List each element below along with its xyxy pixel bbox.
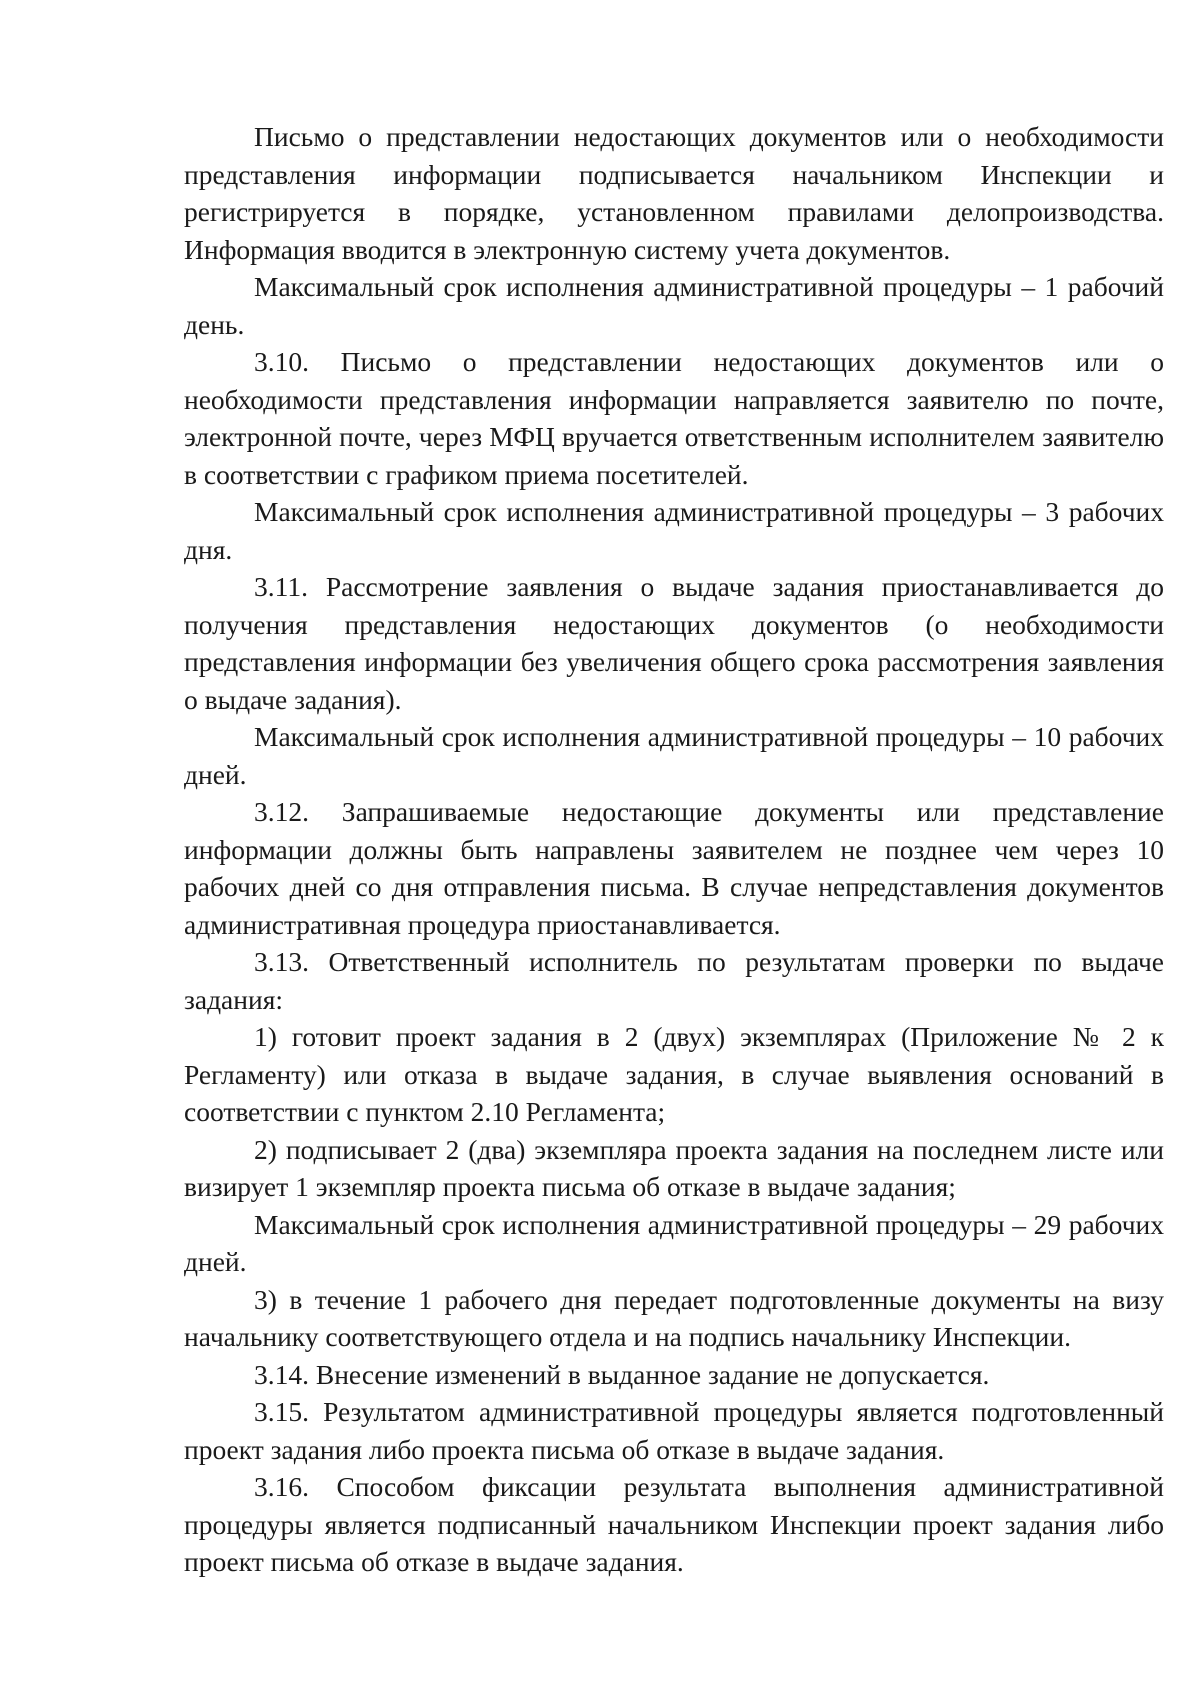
paragraph-3-16: 3.16. Способом фиксации результата выполнения административной процедуры является подписанный начальником Инспекции проект задания либо проект письма об отказе в выдаче задания. xyxy=(184,1471,1164,1577)
paragraph-3-13: 3.13. Ответственный исполнитель по результатам проверки по выдаче задания: xyxy=(184,946,1164,1015)
paragraph-deadline-1-day: Максимальный срок исполнения административной процедуры – 1 рабочий день. xyxy=(184,271,1164,340)
paragraph-letter-signing: Письмо о представлении недостающих документов или о необходимости представления информации подписывается начальником Инспекции и регистрируется в порядке, установленном правилами делопроизводства. Информация вводится в электронную систему учета документов. xyxy=(184,121,1164,265)
paragraph-3-10: 3.10. Письмо о представлении недостающих документов или о необходимости представления информации направляется заявителю по почте, электронной почте, через МФЦ вручается ответственным исполнителем заявителю в соответствии с графиком приема посетителей. xyxy=(184,346,1164,490)
paragraph-deadline-29-days: Максимальный срок исполнения административной процедуры – 29 рабочих дней. xyxy=(184,1208,1164,1277)
paragraph-item-3: 3) в течение 1 рабочего дня передает подготовленные документы на визу начальнику соответствующего отдела и на подпись начальнику Инспекции. xyxy=(184,1283,1164,1352)
paragraph-3-12: 3.12. Запрашиваемые недостающие документы или представление информации должны быть направлены заявителем не позднее чем через 10 рабочих дней со дня отправления письма. В случае непредставления документов административная процедура приостанавливается. xyxy=(184,796,1164,940)
paragraph-3-14: 3.14. Внесение изменений в выданное задание не допускается. xyxy=(254,1358,990,1390)
paragraph-item-1: 1) готовит проект задания в 2 (двух) экземплярах (Приложение № 2 к Регламенту) или отказа в выдаче задания, в случае выявления оснований в соответствии с пунктом 2.10 Регламента; xyxy=(184,1021,1164,1127)
paragraph-deadline-10-days: Максимальный срок исполнения административной процедуры – 10 рабочих дней. xyxy=(184,721,1164,790)
paragraph-3-15: 3.15. Результатом административной процедуры является подготовленный проект задания либо проекта письма об отказе в выдаче задания. xyxy=(184,1396,1164,1465)
document-body xyxy=(184,118,1164,1581)
paragraph-3-11: 3.11. Рассмотрение заявления о выдаче задания приостанавливается до получения представления недостающих документов (о необходимости представления информации без увеличения общего срока рассмотрения заявления о выдаче задания). xyxy=(184,571,1164,715)
paragraph-item-2: 2) подписывает 2 (два) экземпляра проекта задания на последнем листе или визирует 1 экземпляр проекта письма об отказе в выдаче задания; xyxy=(184,1133,1164,1202)
paragraph-deadline-3-days: Максимальный срок исполнения административной процедуры – 3 рабочих дня. xyxy=(184,496,1164,565)
